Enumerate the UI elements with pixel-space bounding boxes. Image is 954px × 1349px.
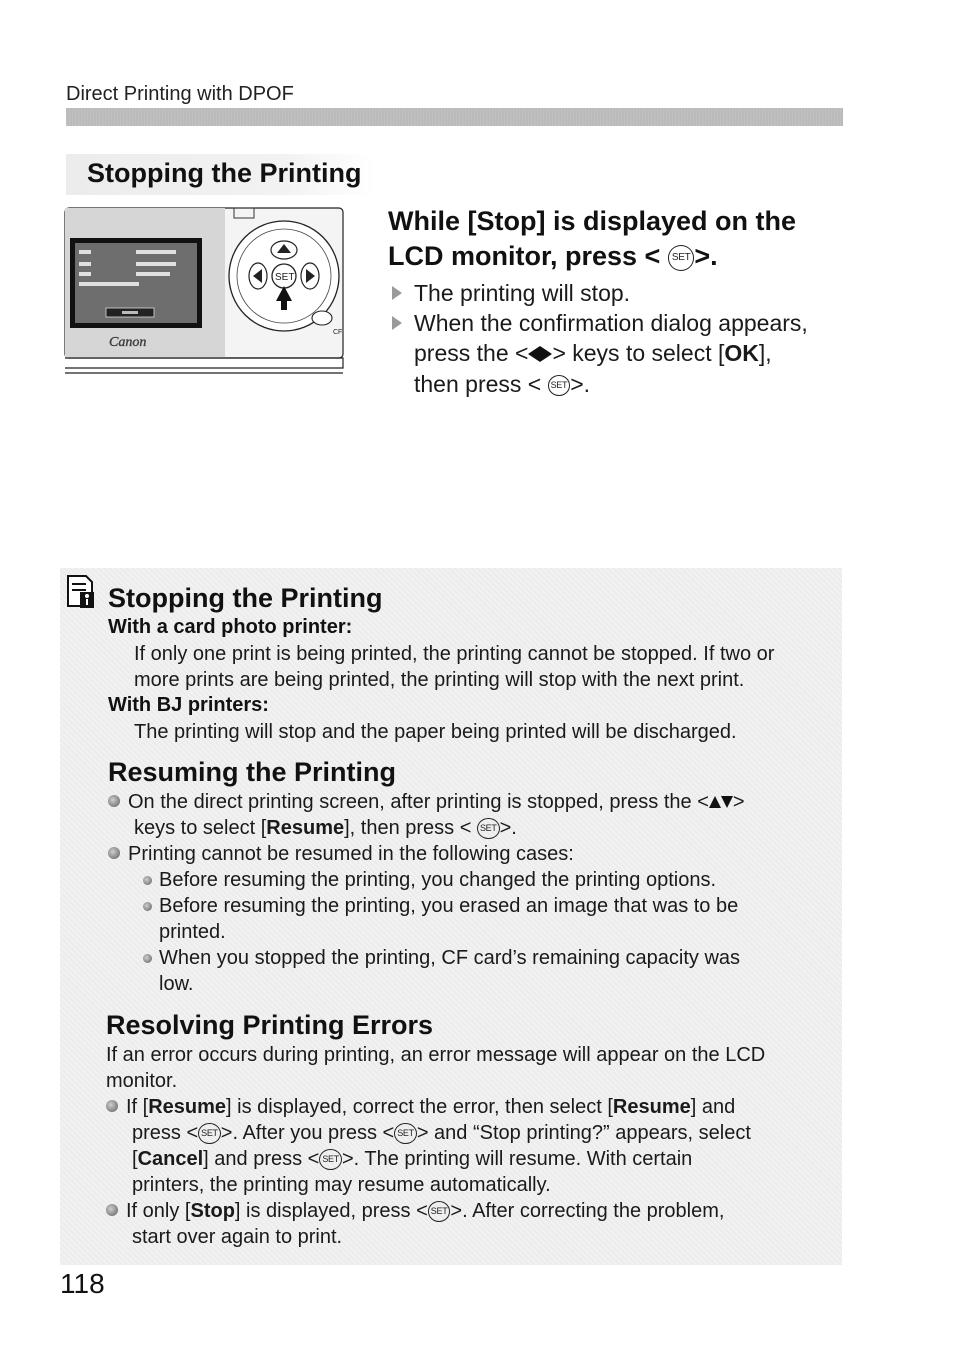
step-result-1 — [392, 278, 630, 308]
resume-case-1 — [143, 867, 716, 893]
errors-bullet-2 — [106, 1198, 724, 1224]
set-button-icon: SET — [319, 1149, 342, 1170]
errors-bullet-1-line-3 — [132, 1146, 692, 1172]
step-result-2 — [392, 308, 808, 338]
down-arrow-icon — [721, 796, 733, 808]
set-button-icon: SET — [428, 1201, 451, 1222]
bj-printer-label: With BJ printers: — [108, 694, 269, 716]
card-printer-text-2: more prints are being printed, the printing will stop with the next print. — [134, 669, 745, 691]
resume-case-text: Before resuming the printing, you erased an image that was to be — [159, 895, 739, 917]
set-button-icon: SET — [477, 818, 500, 839]
set-button-icon: SET — [668, 245, 695, 271]
card-printer-label: With a card photo printer: — [108, 616, 353, 638]
resume-case-2-line-2: printed. — [159, 921, 226, 943]
step-heading-text-end: >. — [694, 241, 718, 271]
left-arrow-icon — [528, 346, 540, 362]
step-result-2-line-3 — [414, 369, 590, 399]
section-title: Stopping the Printing — [66, 154, 375, 195]
sub-bullet-icon — [143, 954, 152, 963]
ok-option-text: OK — [724, 340, 759, 366]
errors-text: If [ — [126, 1096, 149, 1118]
header-rule — [66, 108, 843, 126]
errors-intro-1: If an error occurs during printing, an error message will appear on the LCD — [106, 1044, 766, 1066]
up-arrow-icon — [709, 796, 721, 808]
resume-case-3-line-2: low. — [159, 973, 194, 995]
step-text: then press < — [414, 371, 542, 397]
resume-text: > — [732, 791, 745, 813]
resume-text: Printing cannot be resumed in the following cases: — [128, 843, 574, 865]
errors-bullet-1-line-4: printers, the printing may resume automatically. — [132, 1174, 551, 1196]
set-button-icon: SET — [548, 375, 571, 396]
page-number: 118 — [60, 1268, 105, 1299]
errors-text: If only [ — [126, 1200, 191, 1222]
camera-brand-logo: Canon — [109, 335, 147, 350]
step-result-1-text: The printing will stop. — [414, 280, 631, 306]
step-text: press the < — [414, 340, 529, 366]
step-heading-line-2 — [388, 239, 858, 274]
step-heading — [388, 204, 858, 274]
bullet-icon — [106, 1100, 118, 1112]
result-arrow-icon — [392, 286, 402, 300]
step-text: > keys to select [ — [552, 340, 725, 366]
errors-bullet-1-line-2 — [132, 1120, 751, 1146]
resume-text: On the direct printing screen, after printing is stopped, press the < — [128, 791, 709, 813]
result-arrow-icon — [392, 316, 402, 330]
set-button-label: SET — [275, 272, 295, 283]
bullet-icon — [106, 1204, 118, 1216]
resume-bullet-1 — [108, 789, 745, 815]
errors-text: ] and — [690, 1096, 736, 1118]
sub-bullet-icon — [143, 902, 152, 911]
resume-case-text: When you stopped the printing, CF card’s remaining capacity was — [159, 947, 741, 969]
resume-text: >. — [499, 817, 517, 839]
errors-text: press < — [132, 1122, 199, 1144]
resume-case-2 — [143, 893, 738, 919]
bullet-icon — [108, 795, 120, 807]
bj-printer-text: The printing will stop and the paper being printed will be discharged. — [134, 721, 737, 743]
set-button-icon: SET — [198, 1123, 221, 1144]
note-title: Stopping the Printing — [108, 583, 383, 613]
errors-text: ] is displayed, correct the error, then select [ — [226, 1096, 613, 1118]
bullet-icon — [108, 847, 120, 859]
resume-case-3 — [143, 945, 740, 971]
sub-bullet-icon — [143, 876, 152, 885]
errors-text: >. After you press < — [220, 1122, 395, 1144]
resume-option-text: Resume — [148, 1096, 227, 1118]
step-heading-text: LCD monitor, press < — [388, 241, 661, 271]
step-result-2-text: When the confirmation dialog appears, — [414, 310, 808, 336]
resume-option-text: Resume — [266, 817, 345, 839]
resume-bullet-1-line-2 — [134, 815, 517, 841]
resume-title: Resuming the Printing — [108, 757, 397, 787]
resume-text: ], then press < — [344, 817, 472, 839]
resume-case-text: Before resuming the printing, you changed the printing options. — [159, 869, 717, 891]
errors-text: >. The printing will resume. With certain — [341, 1148, 693, 1170]
errors-text: [ — [132, 1148, 138, 1170]
errors-bullet-2-line-2: start over again to print. — [132, 1226, 343, 1248]
set-button-icon: SET — [394, 1123, 417, 1144]
resume-option-text: Resume — [612, 1096, 691, 1118]
camera-illustration — [64, 206, 346, 374]
card-printer-text-1: If only one print is being printed, the printing cannot be stopped. If two or — [134, 643, 775, 665]
errors-text: ] is displayed, press < — [234, 1200, 428, 1222]
errors-bullet-1 — [106, 1094, 735, 1120]
errors-text: > and “Stop printing?” appears, select — [416, 1122, 751, 1144]
stop-option-text: Stop — [190, 1200, 235, 1222]
errors-text: >. After correcting the problem, — [450, 1200, 725, 1222]
memo-icon — [66, 574, 96, 610]
resume-text: keys to select [ — [134, 817, 267, 839]
right-arrow-icon — [540, 346, 552, 362]
cancel-option-text: Cancel — [137, 1148, 204, 1170]
errors-title: Resolving Printing Errors — [106, 1010, 434, 1040]
step-heading-line-1: While [Stop] is displayed on the — [388, 206, 797, 236]
step-result-2-line-2 — [414, 338, 772, 368]
running-header: Direct Printing with DPOF — [66, 83, 294, 105]
errors-text: ] and press < — [203, 1148, 320, 1170]
step-text: ], — [758, 340, 772, 366]
resume-bullet-2 — [108, 841, 574, 867]
step-text: >. — [570, 371, 591, 397]
cf-label: CF — [333, 329, 343, 336]
errors-intro-2: monitor. — [106, 1070, 178, 1092]
